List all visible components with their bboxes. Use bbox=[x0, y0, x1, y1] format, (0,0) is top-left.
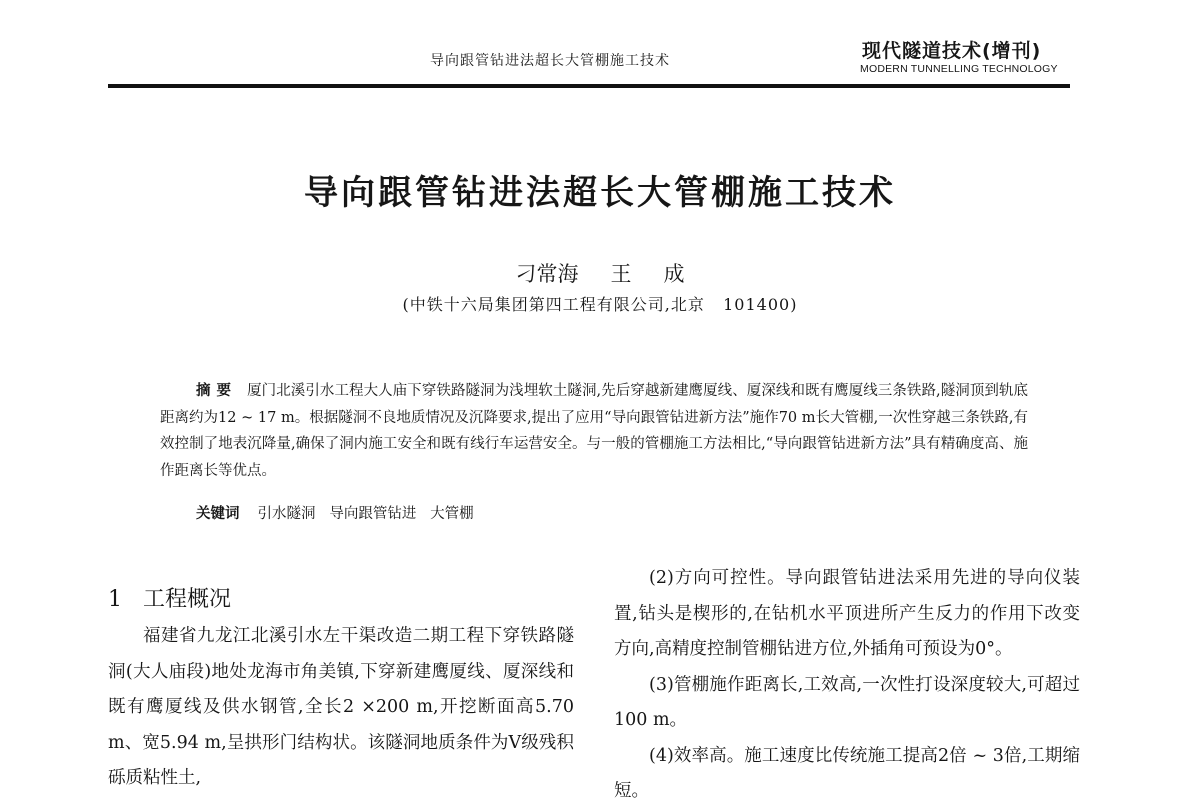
article-authors: 刁常海 王 成 bbox=[515, 262, 685, 286]
keywords bbox=[196, 502, 996, 523]
left-column bbox=[108, 619, 574, 797]
body-paragraph: (4)效率高。施工速度比传统施工提高2倍 ~ 3倍,工期缩短。 bbox=[614, 745, 1080, 801]
author-affiliation: (中铁十六局集团第四工程有限公司,北京 101400) bbox=[402, 295, 798, 314]
header-rule bbox=[108, 84, 1070, 88]
keywords-text: 引水隧洞 导向跟管钻进 大管棚 bbox=[257, 506, 474, 522]
journal-name-english: MODERN TUNNELLING TECHNOLOGY bbox=[860, 63, 1058, 75]
abstract-text: 厦门北溪引水工程大人庙下穿铁路隧洞为浅埋软土隧洞,先后穿越新建鹰厦线、厦深线和既有鹰厦线三条铁路,隧洞顶到轨底距离约为12 ~ 17 m。根据隧洞不良地质情况及沉降要求,提出了应用“导向跟管钻进新方法”施作70 m长大管棚,一次性穿越三条铁路,有效控制了地表沉降量,确保了洞内施工安全和既有线行车运营安全。与一般的管棚施工方法相比,“导向跟管钻进新方法”具有精确度高、施作距离长等优点。 bbox=[160, 383, 1029, 479]
journal-name-chinese: 现代隧道技术(增刊) bbox=[862, 40, 1042, 62]
body-paragraph: 福建省九龙江北溪引水左干渠改造二期工程下穿铁路隧洞(大人庙段)地处龙海市角美镇,下穿新建鹰厦线、厦深线和既有鹰厦线及供水钢管,全长2 ×200 m,开挖断面高5.70 m、宽5.94 m,呈拱形门结构状。该隧洞地质条件为Ⅴ级残积砾质粘性土, bbox=[108, 626, 574, 788]
body-paragraph: (3)管棚施作距离长,工效高,一次性打设深度较大,可超过100 m。 bbox=[614, 674, 1080, 730]
keywords-label: 关键词 bbox=[196, 506, 240, 522]
running-title: 导向跟管钻进法超长大管棚施工技术 bbox=[430, 53, 670, 69]
abstract bbox=[160, 378, 1028, 484]
abstract-label: 摘要 bbox=[196, 383, 238, 399]
right-column bbox=[614, 561, 1080, 810]
article-title: 导向跟管钻进法超长大管棚施工技术 bbox=[304, 173, 896, 213]
body-paragraph: (2)方向可控性。导向跟管钻进法采用先进的导向仪装置,钻头是楔形的,在钻机水平顶进所产生反力的作用下改变方向,高精度控制管棚钻进方位,外插角可预设为0°。 bbox=[614, 568, 1080, 659]
section-heading: 1 工程概况 bbox=[108, 587, 231, 612]
